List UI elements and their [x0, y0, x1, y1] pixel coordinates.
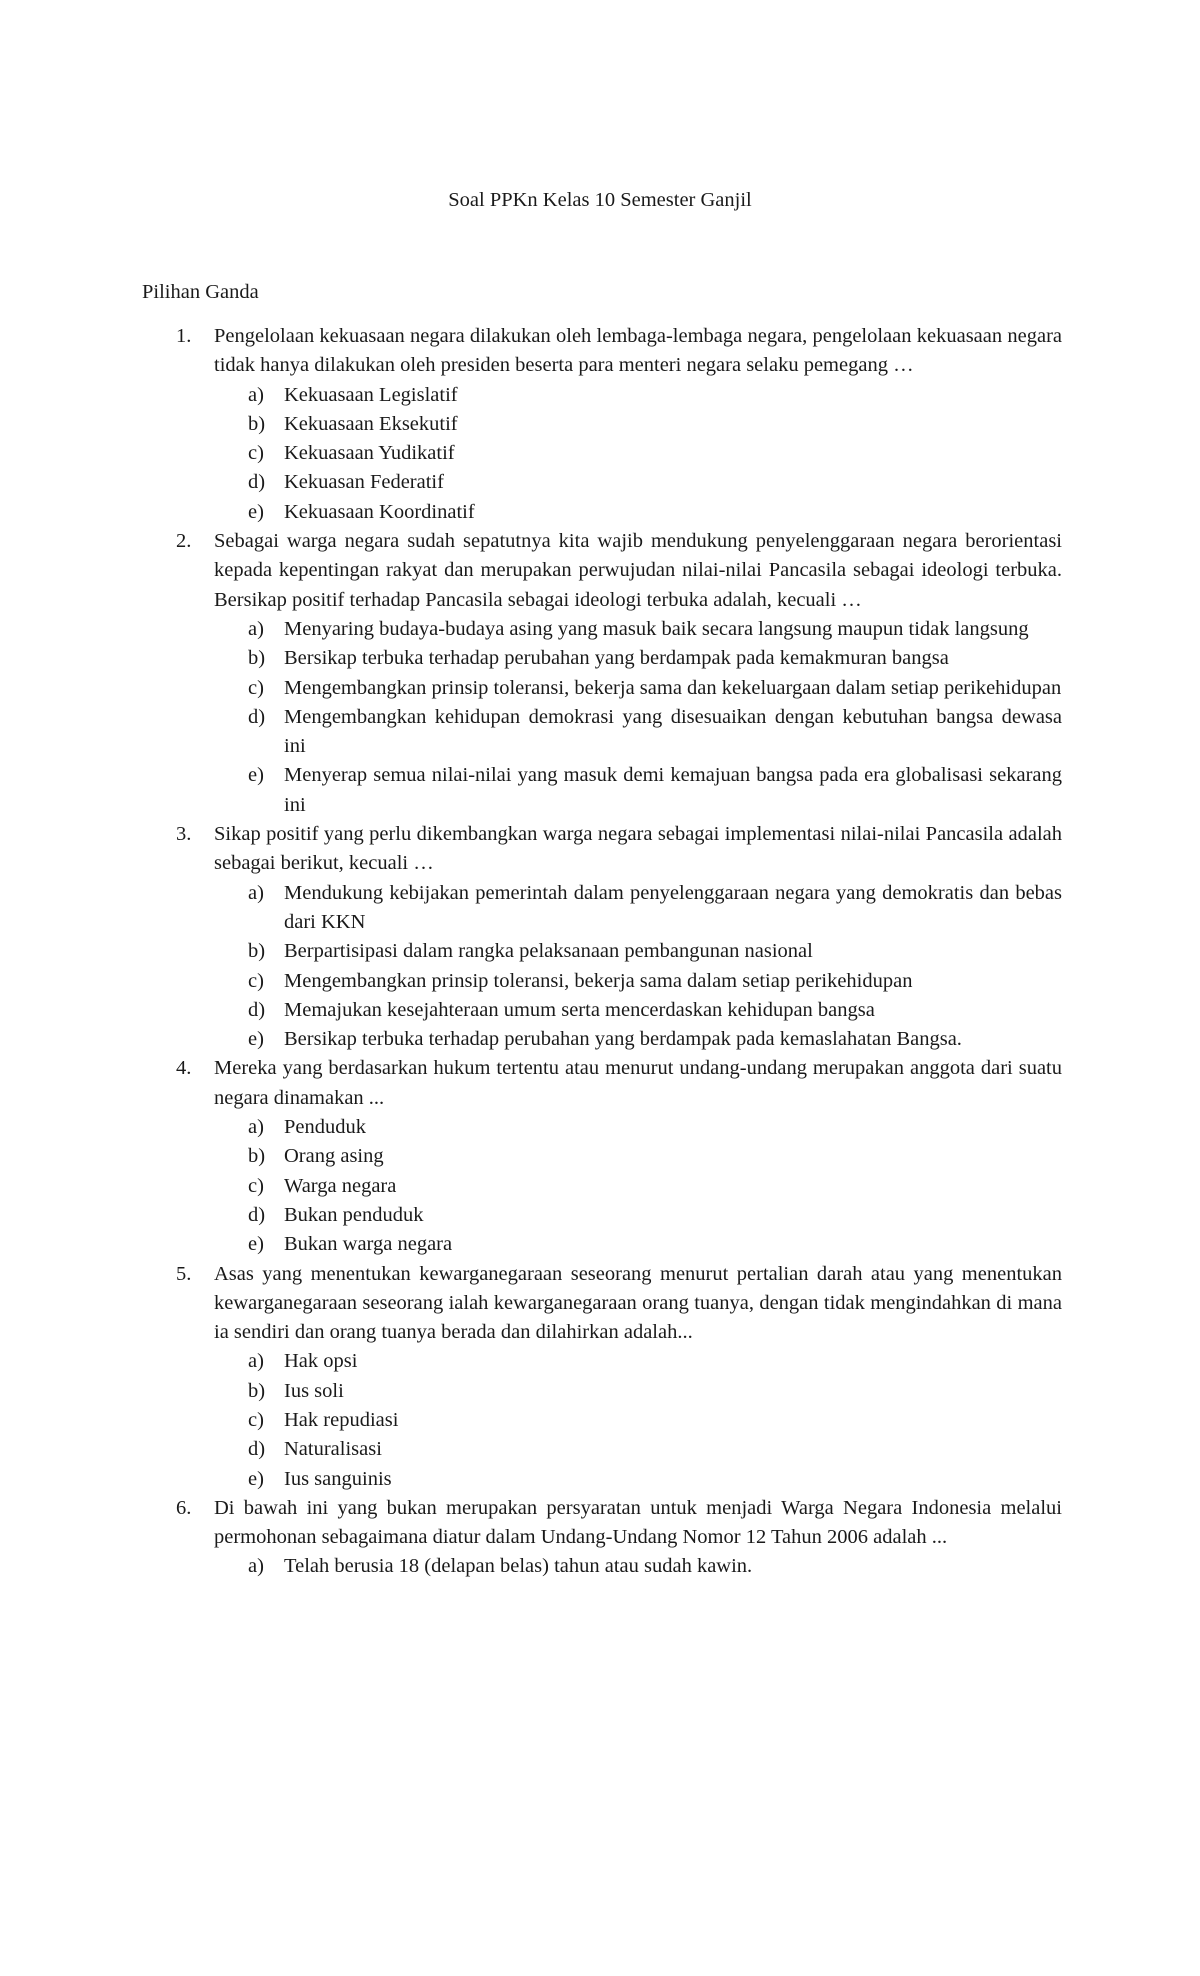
- answer-option: [214, 674, 1062, 703]
- option-letter: a): [248, 1116, 264, 1139]
- question-number: 3.: [176, 823, 192, 846]
- option-letter: b): [248, 647, 266, 670]
- answer-option: [214, 996, 1062, 1025]
- option-text: Kekuasaan Yudikatif: [284, 442, 455, 465]
- option-text: Berpartisipasi dalam rangka pelaksanaan pembangunan nasional: [284, 940, 813, 963]
- answer-option: [214, 703, 1062, 762]
- option-letter: b): [248, 412, 266, 435]
- option-text: Bersikap terbuka terhadap perubahan yang berdampak pada kemaslahatan Bangsa.: [284, 1028, 962, 1051]
- question-number: 4.: [176, 1057, 192, 1080]
- option-text: Hak opsi: [284, 1350, 358, 1373]
- answer-option: [214, 1142, 1062, 1171]
- option-letter: b): [248, 940, 266, 963]
- option-text: Kekuasaan Eksekutif: [284, 412, 458, 435]
- option-letter: d): [248, 471, 266, 494]
- option-text: Kekuasaan Legislatif: [284, 383, 458, 406]
- answer-option: [214, 1552, 1062, 1581]
- answer-option: [214, 879, 1062, 938]
- option-letter: c): [248, 676, 264, 699]
- option-text: Ius sanguinis: [284, 1467, 392, 1490]
- option-letter: d): [248, 1438, 266, 1461]
- option-text: Mengembangkan prinsip toleransi, bekerja sama dalam setiap perikehidupan: [284, 969, 913, 992]
- option-text: Warga negara: [284, 1174, 397, 1197]
- question-item: [0, 1054, 1200, 1259]
- option-letter: a): [248, 383, 264, 406]
- answer-option: [214, 1347, 1062, 1376]
- answer-option: [214, 1113, 1062, 1142]
- question-text: Mereka yang berdasarkan hukum tertentu atau menurut undang-undang merupakan anggota dari suatu negara dinamakan ...: [214, 1057, 1062, 1109]
- answer-option: [214, 761, 1062, 820]
- option-letter: e): [248, 500, 264, 523]
- answer-option: [214, 1435, 1062, 1464]
- answer-option: [214, 381, 1062, 410]
- option-letter: a): [248, 1350, 264, 1373]
- option-text: Kekuasan Federatif: [284, 471, 444, 494]
- option-list: [214, 879, 1062, 1055]
- answer-option: [214, 1172, 1062, 1201]
- question-item: [0, 820, 1200, 1054]
- question-item: [0, 1494, 1200, 1582]
- question-text: Pengelolaan kekuasaan negara dilakukan oleh lembaga-lembaga negara, pengelolaan kekuasaan negara tidak hanya dilakukan oleh presiden beserta para menteri negara selaku pemegang …: [214, 325, 1062, 377]
- option-letter: a): [248, 881, 264, 904]
- option-letter: c): [248, 1408, 264, 1431]
- question-number: 6.: [176, 1496, 192, 1519]
- option-text: Bersikap terbuka terhadap perubahan yang berdampak pada kemakmuran bangsa: [284, 647, 949, 670]
- option-list: [214, 615, 1062, 820]
- option-list: [214, 1347, 1062, 1493]
- option-letter: e): [248, 1233, 264, 1256]
- option-list: [214, 1552, 1062, 1581]
- answer-option: [214, 615, 1062, 644]
- option-text: Bukan warga negara: [284, 1233, 453, 1256]
- option-text: Bukan penduduk: [284, 1203, 424, 1226]
- option-text: Naturalisasi: [284, 1438, 382, 1461]
- option-text: Orang asing: [284, 1145, 384, 1168]
- answer-option: [214, 468, 1062, 497]
- question-text: Di bawah ini yang bukan merupakan persyaratan untuk menjadi Warga Negara Indonesia melalui permohonan sebagaimana diatur dalam Undang-Undang Nomor 12 Tahun 2006 adalah ...: [214, 1496, 1062, 1549]
- option-letter: d): [248, 1203, 266, 1226]
- question-text: Sikap positif yang perlu dikembangkan warga negara sebagai implementasi nilai-nilai Pancasila adalah sebagai berikut, kecuali …: [214, 823, 1062, 875]
- option-list: [214, 381, 1062, 527]
- option-letter: a): [248, 1555, 264, 1578]
- question-item: [0, 527, 1200, 820]
- option-text: Telah berusia 18 (delapan belas) tahun atau sudah kawin.: [284, 1555, 753, 1578]
- question-item: [0, 1260, 1200, 1494]
- option-letter: e): [248, 1028, 264, 1051]
- section-heading: Pilihan Ganda: [142, 281, 259, 303]
- answer-option: [214, 1406, 1062, 1435]
- option-letter: b): [248, 1379, 266, 1402]
- option-letter: c): [248, 442, 264, 465]
- answer-option: [214, 439, 1062, 468]
- option-letter: c): [248, 1174, 264, 1197]
- option-text: Ius soli: [284, 1379, 344, 1402]
- answer-option: [214, 937, 1062, 966]
- question-number: 5.: [176, 1262, 192, 1285]
- answer-option: [214, 1465, 1062, 1494]
- option-text: Menyaring budaya-budaya asing yang masuk baik secara langsung maupun tidak langsung: [284, 617, 1029, 640]
- question-list: [0, 322, 1200, 1582]
- option-text: Mendukung kebijakan pemerintah dalam penyelenggaraan negara yang demokratis dan bebas dari KKN: [284, 881, 1062, 933]
- option-list: [214, 1113, 1062, 1259]
- option-text: Kekuasaan Koordinatif: [284, 500, 475, 523]
- question-number: 1.: [176, 325, 192, 347]
- answer-option: [214, 1201, 1062, 1230]
- option-text: Memajukan kesejahteraan umum serta mencerdaskan kehidupan bangsa: [284, 998, 875, 1021]
- option-letter: a): [248, 617, 264, 640]
- option-text: Menyerap semua nilai-nilai yang masuk demi kemajuan bangsa pada era globalisasi sekarang ini: [284, 764, 1062, 816]
- document-title: Soal PPKn Kelas 10 Semester Ganjil: [448, 189, 752, 211]
- question-item: [0, 322, 1200, 527]
- option-letter: e): [248, 764, 264, 787]
- answer-option: [214, 644, 1062, 673]
- option-letter: b): [248, 1145, 266, 1168]
- answer-option: [214, 410, 1062, 439]
- answer-option: [214, 498, 1062, 527]
- answer-option: [214, 1377, 1062, 1406]
- option-text: Mengembangkan prinsip toleransi, bekerja sama dan kekeluargaan dalam setiap perikehidupan: [284, 676, 1062, 699]
- option-letter: d): [248, 705, 266, 728]
- option-text: Hak repudiasi: [284, 1408, 399, 1431]
- option-text: Mengembangkan kehidupan demokrasi yang disesuaikan dengan kebutuhan bangsa dewasa ini: [284, 705, 1062, 758]
- question-number: 2.: [176, 530, 192, 553]
- option-letter: d): [248, 998, 266, 1021]
- question-text: Asas yang menentukan kewarganegaraan seseorang menurut pertalian darah atau yang menentukan kewarganegaraan seseorang ialah kewarganegaraan orang tuanya, dengan tidak mengindahkan di mana ia sendiri dan orang tuanya berada dan dilahirkan adalah...: [214, 1262, 1062, 1344]
- answer-option: [214, 967, 1062, 996]
- option-text: Penduduk: [284, 1116, 366, 1139]
- option-letter: c): [248, 969, 264, 992]
- question-text: Sebagai warga negara sudah sepatutnya kita wajib mendukung penyelenggaraan negara berorientasi kepada kepentingan rakyat dan merupakan perwujudan nilai-nilai Pancasila sebagai ideologi terbuka. Bersikap positif terhadap Pancasila sebagai ideologi terbuka adalah, kecuali …: [214, 530, 1062, 611]
- option-letter: e): [248, 1467, 264, 1490]
- answer-option: [214, 1230, 1062, 1259]
- answer-option: [214, 1025, 1062, 1054]
